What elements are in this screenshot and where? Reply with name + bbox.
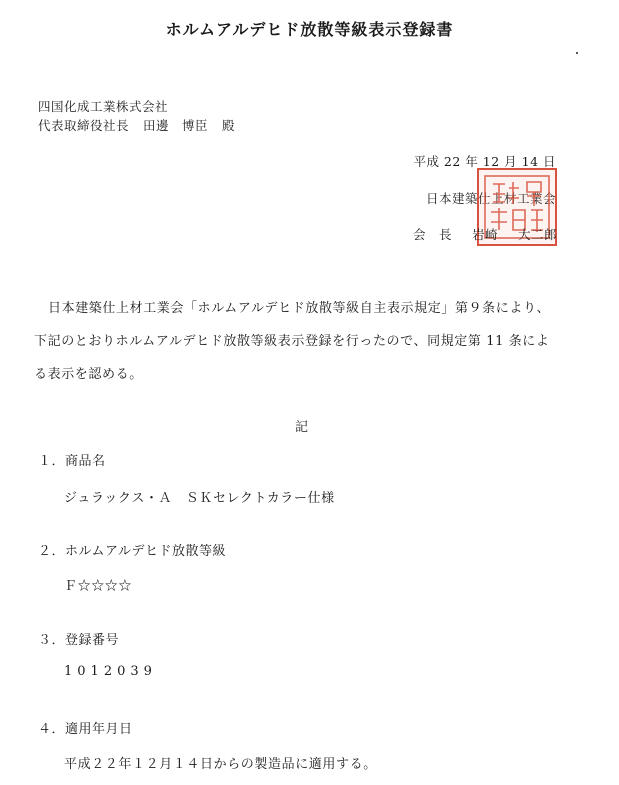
document-title: ホルムアルデヒド放散等級表示登録書 (165, 20, 454, 39)
body-line-2: 下記のとおりホルムアルデヒド放散等級表示登録を行ったので、同規定第 11 条によ (34, 334, 550, 349)
item-value-registration-number: 1012039 (64, 664, 157, 679)
body-line-3: る表示を認める。 (34, 367, 143, 382)
item-heading-emission-grade: ２．ホルムアルデヒド放散等級 (38, 544, 226, 559)
body-line-1: 日本建築仕上材工業会「ホルムアルデヒド放散等級自主表示規定」第９条により、 (48, 301, 551, 316)
issuer-title: 会 長 (412, 227, 452, 242)
item-heading-registration-number: ３．登録番号 (38, 633, 120, 648)
item-value-emission-grade: Ｆ☆☆☆☆ (64, 579, 133, 594)
ki-heading: 記 (295, 420, 309, 435)
issue-date: 平成 22 年 12 月 14 日 (413, 154, 556, 169)
issuer-signature-line (413, 225, 557, 243)
item-value-product-name: ジュラックス・Ａ ＳＫセレクトカラー仕様 (64, 491, 335, 506)
issuer-family-name: 岩崎 (471, 227, 498, 242)
addressee-company: 四国化成工業株式会社 (38, 99, 169, 114)
issuer-given-name: 大二郎 (517, 227, 557, 242)
item-value-effective-date: 平成２２年１２月１４日からの製造品に適用する。 (64, 757, 377, 772)
item-heading-effective-date: ４．適用年月日 (38, 722, 133, 737)
item-heading-product-name: １．商品名 (38, 454, 106, 469)
scan-speck (576, 52, 578, 54)
addressee-position: 代表取締役社長 (38, 118, 130, 133)
issuer-organization: 日本建築仕上材工業会 (425, 191, 556, 206)
addressee-honorific: 殿 (222, 118, 236, 133)
addressee-name: 田邊 博臣 (143, 118, 209, 133)
addressee-line (38, 116, 235, 134)
